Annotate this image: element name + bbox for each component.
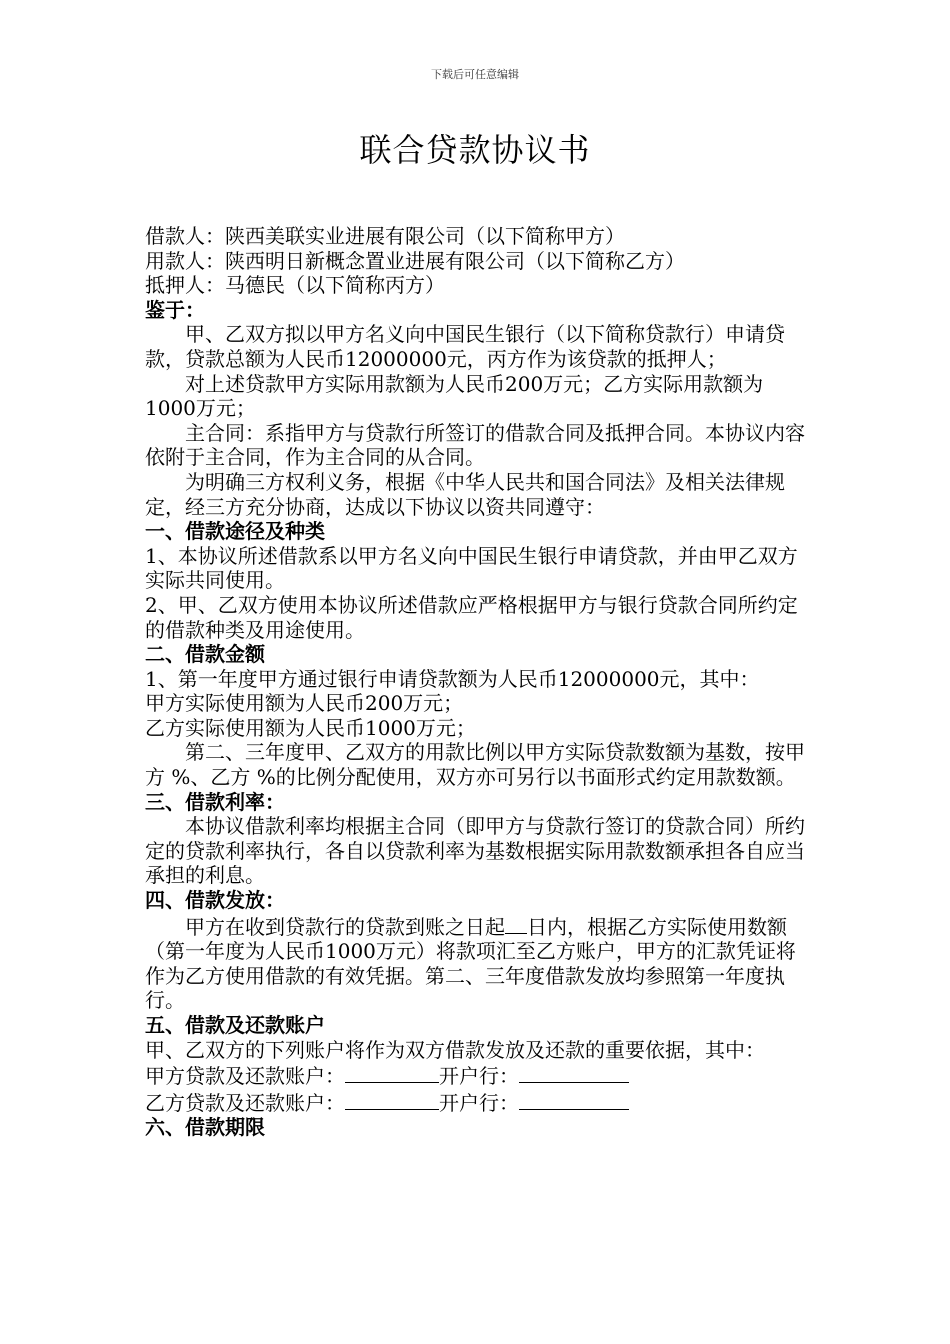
account-label: 甲方贷款及还款账户： bbox=[145, 1064, 345, 1089]
disbursement-text-end: 日内，根据乙方实际使用数额（第一年度为人民币1000万元）将款项汇至乙方账户，甲方的汇款凭证将作为乙方使用借款的有效凭据。第二、三年度借款发放均参照第一年度执行。 bbox=[145, 914, 796, 1013]
party-user: 用款人：陕西明日新概念置业进展有限公司（以下简称乙方） bbox=[145, 248, 685, 273]
whereas-heading: 鉴于： bbox=[145, 297, 205, 322]
section-heading: 六、借款期限 bbox=[145, 1115, 265, 1140]
bank-name-blank[interactable] bbox=[519, 1089, 629, 1110]
account-label: 乙方贷款及还款账户： bbox=[145, 1090, 345, 1115]
whereas-paragraph: 甲、乙双方拟以甲方名义向中国民生银行（以下简称贷款行）申请贷款，贷款总额为人民币12000000元，丙方作为该贷款的抵押人； bbox=[145, 322, 785, 371]
section-paragraph: 第二、三年度甲、乙双方的用款比例以甲方实际贷款数额为基数，按甲方 %、乙方 %的比例分配使用，双方亦可另行以书面形式约定用款数额。 bbox=[145, 740, 805, 790]
section-heading: 一、借款途径及种类 bbox=[145, 519, 325, 544]
whereas-paragraph: 为明确三方权利义务，根据《中华人民共和国合同法》及相关法律规定，经三方充分协商，达成以下协议以资共同遵守： bbox=[145, 469, 785, 519]
account-number-blank[interactable] bbox=[345, 1089, 439, 1110]
section-paragraph: 甲方实际使用额为人民币200万元； bbox=[145, 691, 464, 716]
section-heading: 二、借款金额 bbox=[145, 642, 265, 667]
account-line-a bbox=[145, 1062, 807, 1089]
disbursement-text-start: 甲方在收到贷款行的贷款到账之日起 bbox=[185, 914, 505, 939]
account-line-b bbox=[145, 1089, 807, 1116]
section-heading: 三、借款利率： bbox=[145, 789, 285, 814]
section-paragraph: 乙方实际使用额为人民币1000万元； bbox=[145, 715, 476, 740]
bank-name-blank[interactable] bbox=[519, 1062, 629, 1083]
section-paragraph: 1、第一年度甲方通过银行申请贷款额为人民币12000000元，其中： bbox=[145, 666, 760, 691]
bank-label: 开户行： bbox=[439, 1064, 519, 1089]
whereas-paragraph: 对上述贷款甲方实际用款额为人民币200万元；乙方实际用款额为1000万元； bbox=[145, 371, 764, 421]
party-borrower: 借款人：陕西美联实业进展有限公司（以下简称甲方） bbox=[145, 224, 625, 248]
section-heading: 四、借款发放： bbox=[145, 888, 285, 913]
document-title: 联合贷款协议书 bbox=[359, 131, 591, 169]
party-mortgagor: 抵押人：马德民（以下简称丙方） bbox=[145, 273, 445, 298]
section-paragraph: 1、本协议所述借款系以甲方名义向中国民生银行申请贷款，并由甲乙双方实际共同使用。 bbox=[145, 543, 798, 593]
section-paragraph: 本协议借款利率均根据主合同（即甲方与贷款行签订的贷款合同）所约定的贷款利率执行，各自以贷款利率为基数根据实际用款数额承担各自应当承担的利息。 bbox=[145, 814, 805, 888]
document-body bbox=[145, 224, 807, 1140]
section-paragraph bbox=[145, 913, 807, 1013]
bank-label: 开户行： bbox=[439, 1090, 519, 1115]
section-paragraph: 2、甲、乙双方使用本协议所述借款应严格根据甲方与银行贷款合同所约定的借款种类及用途使用。 bbox=[145, 592, 798, 642]
section-heading: 五、借款及还款账户 bbox=[145, 1013, 325, 1037]
account-number-blank[interactable] bbox=[345, 1062, 439, 1083]
section-paragraph: 甲、乙双方的下列账户将作为双方借款发放及还款的重要依据，其中： bbox=[145, 1037, 765, 1062]
whereas-paragraph: 主合同：系指甲方与贷款行所签订的借款合同及抵押合同。本协议内容依附于主合同，作为主合同的从合同。 bbox=[145, 420, 805, 470]
days-blank[interactable] bbox=[505, 913, 527, 934]
download-watermark: 下载后可任意编辑 bbox=[431, 68, 519, 81]
